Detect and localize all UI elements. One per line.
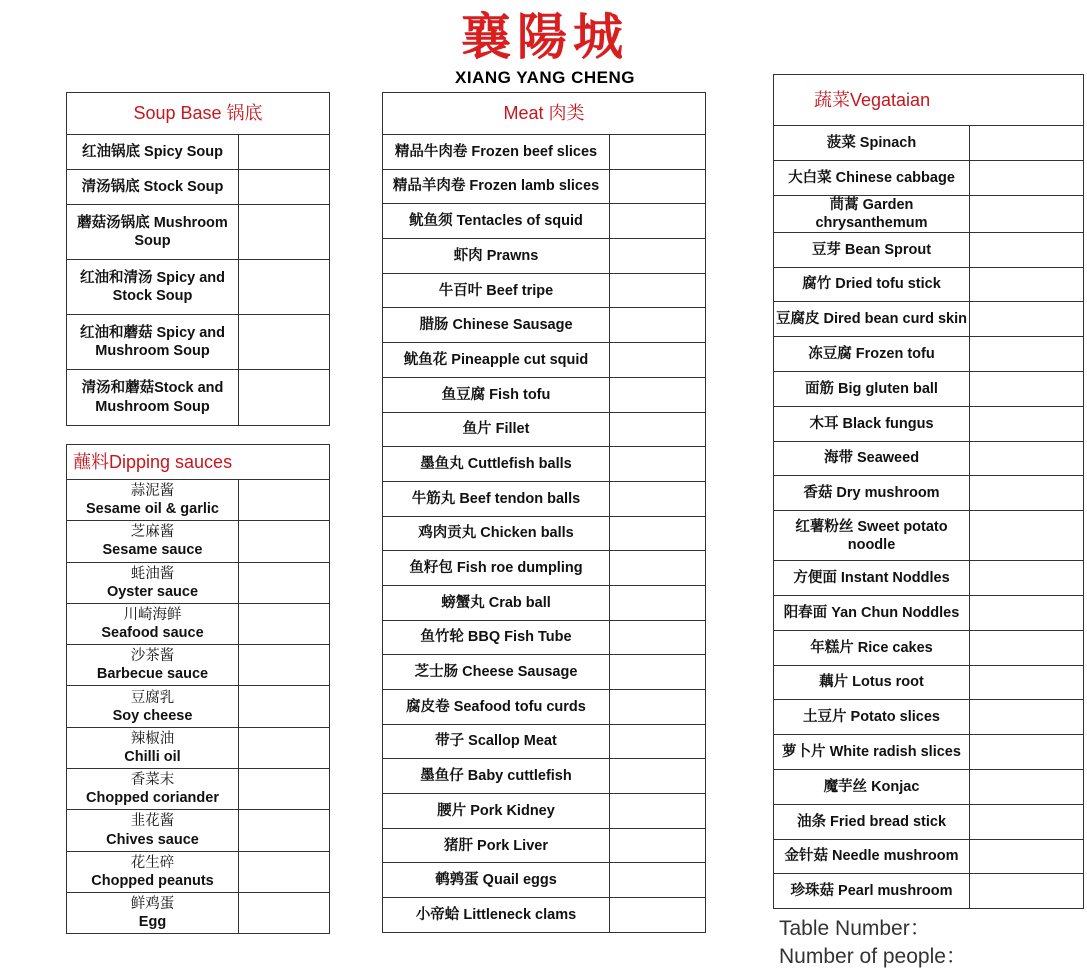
quantity-cell[interactable] — [610, 585, 706, 620]
menu-item: 鸡肉贡丸 Chicken balls — [383, 516, 610, 551]
vegetable-table — [773, 74, 1084, 909]
menu-item: 豆芽 Bean Sprout — [774, 232, 970, 267]
menu-item: 茼蒿 Garden chrysanthemum — [774, 195, 970, 232]
menu-item — [67, 769, 239, 810]
quantity-cell[interactable] — [970, 770, 1084, 805]
menu-item — [67, 562, 239, 603]
quantity-cell[interactable] — [970, 804, 1084, 839]
menu-item: 方便面 Instant Noddles — [774, 561, 970, 596]
menu-item: 腰片 Pork Kidney — [383, 794, 610, 829]
menu-item: 虾肉 Prawns — [383, 239, 610, 274]
menu-item: 小帝蛤 Littleneck clams — [383, 898, 610, 933]
item-chinese-name: 蚝油酱 — [130, 565, 175, 582]
menu-item: 鹌鹑蛋 Quail eggs — [383, 863, 610, 898]
menu-item — [67, 727, 239, 768]
menu-item: 鱼籽包 Fish roe dumpling — [383, 551, 610, 586]
menu-item — [67, 645, 239, 686]
item-chinese-name: 香菜末 — [130, 772, 175, 789]
menu-item — [67, 892, 239, 933]
menu-item — [67, 810, 239, 851]
menu-item: 腐皮卷 Seafood tofu curds — [383, 690, 610, 725]
menu-item: 木耳 Black fungus — [774, 406, 970, 441]
meat-table — [382, 92, 706, 933]
item-english-name: Egg — [138, 914, 167, 931]
menu-item: 腐竹 Dried tofu stick — [774, 267, 970, 302]
item-english-name: Chopped coriander — [86, 790, 219, 807]
item-english-name: Sesame oil & garlic — [86, 501, 219, 518]
item-english-name: Soy cheese — [112, 707, 193, 724]
quantity-cell[interactable] — [239, 370, 330, 426]
quantity-cell[interactable] — [610, 273, 706, 308]
quantity-cell[interactable] — [610, 724, 706, 759]
quantity-cell[interactable] — [970, 665, 1084, 700]
people-count-label: Number of people： — [779, 945, 967, 968]
quantity-cell[interactable] — [610, 828, 706, 863]
item-chinese-name: 豆腐乳 — [130, 689, 175, 706]
quantity-cell[interactable] — [239, 810, 330, 851]
item-chinese-name: 芝麻酱 — [130, 524, 175, 541]
soup-item: 清汤锅底 Stock Soup — [67, 170, 239, 205]
item-english-name: Sesame sauce — [102, 542, 203, 559]
menu-item: 面筋 Big gluten ball — [774, 372, 970, 407]
quantity-cell[interactable] — [970, 441, 1084, 476]
quantity-cell[interactable] — [970, 195, 1084, 232]
quantity-cell[interactable] — [970, 839, 1084, 874]
item-chinese-name: 蒜泥酱 — [130, 483, 175, 500]
quantity-cell[interactable] — [239, 727, 330, 768]
item-chinese-name: 花生碎 — [130, 854, 175, 871]
menu-item — [67, 480, 239, 521]
quantity-cell[interactable] — [610, 169, 706, 204]
quantity-cell[interactable] — [970, 630, 1084, 665]
quantity-cell[interactable] — [610, 759, 706, 794]
quantity-cell[interactable] — [610, 447, 706, 482]
restaurant-logo-chinese: 襄陽城 — [461, 7, 629, 66]
menu-item: 牛百叶 Beef tripe — [383, 273, 610, 308]
quantity-cell[interactable] — [239, 603, 330, 644]
item-english-name: Chopped peanuts — [91, 872, 214, 889]
quantity-cell[interactable] — [239, 170, 330, 205]
menu-item: 土豆片 Potato slices — [774, 700, 970, 735]
menu-item: 金针菇 Needle mushroom — [774, 839, 970, 874]
quantity-cell[interactable] — [610, 204, 706, 239]
restaurant-name-english: XIANG YANG CHENG — [455, 68, 635, 87]
menu-item — [67, 686, 239, 727]
menu-item: 精品牛肉卷 Frozen beef slices — [383, 135, 610, 170]
item-chinese-name: 鲜鸡蛋 — [130, 895, 175, 912]
quantity-cell[interactable] — [970, 735, 1084, 770]
menu-item: 香菇 Dry mushroom — [774, 476, 970, 511]
quantity-cell[interactable] — [239, 892, 330, 933]
quantity-cell[interactable] — [239, 562, 330, 603]
menu-item: 海带 Seaweed — [774, 441, 970, 476]
quantity-cell[interactable] — [239, 315, 330, 370]
soup-item: 红油和清汤 Spicy and Stock Soup — [67, 260, 239, 315]
quantity-cell[interactable] — [610, 620, 706, 655]
quantity-cell[interactable] — [239, 135, 330, 170]
menu-item — [67, 521, 239, 562]
menu-item: 冻豆腐 Frozen tofu — [774, 337, 970, 372]
menu-item: 大白菜 Chinese cabbage — [774, 160, 970, 195]
quantity-cell[interactable] — [610, 655, 706, 690]
menu-item: 芝士肠 Cheese Sausage — [383, 655, 610, 690]
vegetable-title: 蔬菜Vegataian — [774, 75, 1084, 126]
quantity-cell[interactable] — [239, 645, 330, 686]
item-english-name: Oyster sauce — [106, 583, 199, 600]
menu-item: 腊肠 Chinese Sausage — [383, 308, 610, 343]
menu-item: 鱿鱼须 Tentacles of squid — [383, 204, 610, 239]
quantity-cell[interactable] — [239, 769, 330, 810]
menu-item: 油条 Fried bread stick — [774, 804, 970, 839]
item-chinese-name: 川崎海鲜 — [123, 606, 182, 623]
quantity-cell[interactable] — [610, 343, 706, 378]
menu-item: 精品羊肉卷 Frozen lamb slices — [383, 169, 610, 204]
quantity-cell[interactable] — [610, 308, 706, 343]
quantity-cell[interactable] — [970, 596, 1084, 631]
soup-base-title: Soup Base 锅底 — [67, 93, 330, 135]
soup-item: 红油锅底 Spicy Soup — [67, 135, 239, 170]
quantity-cell[interactable] — [610, 239, 706, 274]
quantity-cell[interactable] — [610, 794, 706, 829]
quantity-cell[interactable] — [970, 232, 1084, 267]
menu-item: 红薯粉丝 Sweet potato noodle — [774, 511, 970, 561]
menu-item: 墨鱼仔 Baby cuttlefish — [383, 759, 610, 794]
item-english-name: Chives sauce — [106, 831, 199, 848]
quantity-cell[interactable] — [610, 412, 706, 447]
quantity-cell[interactable] — [970, 406, 1084, 441]
menu-item: 螃蟹丸 Crab ball — [383, 585, 610, 620]
quantity-cell[interactable] — [970, 511, 1084, 561]
soup-item: 清汤和蘑菇Stock and Mushroom Soup — [67, 370, 239, 426]
menu-item — [67, 851, 239, 892]
quantity-cell[interactable] — [610, 551, 706, 586]
quantity-cell[interactable] — [970, 561, 1084, 596]
meat-title: Meat 肉类 — [383, 93, 706, 135]
quantity-cell[interactable] — [610, 898, 706, 933]
menu-item: 年糕片 Rice cakes — [774, 630, 970, 665]
soup-item: 红油和蘑菇 Spicy and Mushroom Soup — [67, 315, 239, 370]
quantity-cell[interactable] — [970, 126, 1084, 161]
quantity-cell[interactable] — [239, 851, 330, 892]
quantity-cell[interactable] — [970, 476, 1084, 511]
soup-base-table — [66, 92, 330, 426]
menu-item: 珍珠菇 Pearl mushroom — [774, 874, 970, 909]
quantity-cell[interactable] — [970, 874, 1084, 909]
item-english-name: Barbecue sauce — [96, 666, 209, 683]
quantity-cell[interactable] — [970, 267, 1084, 302]
menu-item — [67, 603, 239, 644]
quantity-cell[interactable] — [610, 135, 706, 170]
quantity-cell[interactable] — [239, 260, 330, 315]
menu-item: 魔芋丝 Konjac — [774, 770, 970, 805]
quantity-cell[interactable] — [610, 863, 706, 898]
quantity-cell[interactable] — [970, 700, 1084, 735]
quantity-cell[interactable] — [239, 686, 330, 727]
menu-item: 藕片 Lotus root — [774, 665, 970, 700]
menu-item: 墨鱼丸 Cuttlefish balls — [383, 447, 610, 482]
menu-item: 鱼片 Fillet — [383, 412, 610, 447]
menu-item: 带子 Scallop Meat — [383, 724, 610, 759]
quantity-cell[interactable] — [970, 337, 1084, 372]
item-english-name: Seafood sauce — [101, 625, 204, 642]
quantity-cell[interactable] — [239, 205, 330, 260]
quantity-cell[interactable] — [239, 521, 330, 562]
menu-item: 阳春面 Yan Chun Noddles — [774, 596, 970, 631]
menu-item: 猪肝 Pork Liver — [383, 828, 610, 863]
quantity-cell[interactable] — [970, 302, 1084, 337]
item-chinese-name: 辣椒油 — [130, 730, 175, 747]
item-chinese-name: 韭花酱 — [130, 813, 175, 830]
menu-item: 萝卜片 White radish slices — [774, 735, 970, 770]
quantity-cell[interactable] — [970, 160, 1084, 195]
quantity-cell[interactable] — [610, 690, 706, 725]
quantity-cell[interactable] — [610, 481, 706, 516]
quantity-cell[interactable] — [970, 372, 1084, 407]
table-number-label: Table Number： — [779, 917, 931, 940]
menu-item: 豆腐皮 Dired bean curd skin — [774, 302, 970, 337]
soup-item: 蘑菇汤锅底 Mushroom Soup — [67, 205, 239, 260]
dipping-sauces-table — [66, 444, 330, 934]
item-english-name: Chilli oil — [124, 748, 181, 765]
item-chinese-name: 沙茶酱 — [130, 648, 175, 665]
menu-item: 鱼竹轮 BBQ Fish Tube — [383, 620, 610, 655]
dipping-sauces-title: 蘸料Dipping sauces — [67, 445, 330, 480]
menu-item: 鱿鱼花 Pineapple cut squid — [383, 343, 610, 378]
quantity-cell[interactable] — [610, 516, 706, 551]
quantity-cell[interactable] — [239, 480, 330, 521]
quantity-cell[interactable] — [610, 377, 706, 412]
menu-item: 鱼豆腐 Fish tofu — [383, 377, 610, 412]
menu-item: 牛筋丸 Beef tendon balls — [383, 481, 610, 516]
menu-item: 菠菜 Spinach — [774, 126, 970, 161]
